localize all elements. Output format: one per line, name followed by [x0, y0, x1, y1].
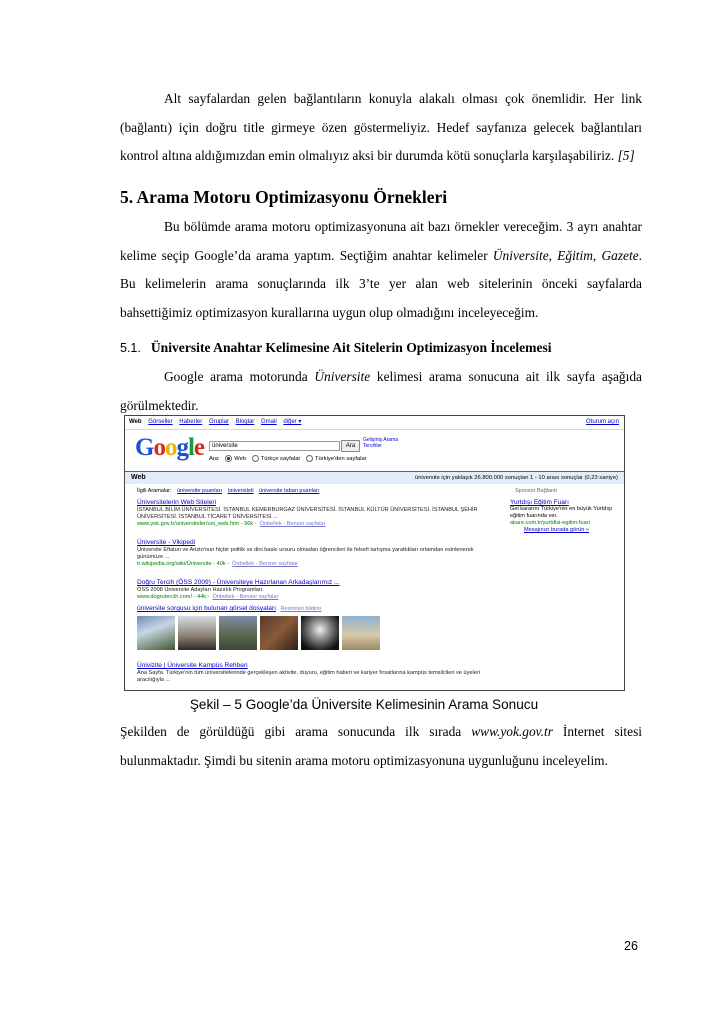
subsection-heading	[120, 340, 552, 356]
intro-paragraph	[120, 85, 642, 171]
google-logo: Google	[135, 434, 205, 461]
search-result	[137, 539, 497, 568]
subsection-number: 5.1.	[120, 341, 141, 355]
image-thumbnail[interactable]	[178, 616, 216, 650]
section-text-2: . Bu kelimelerin arama sonuçlarında ilk 3’te yer alan web sitelerinin önceki sayfalarda bahsettiğimiz optimizasyon kurallarına uygun olup olmadığını inceleyeceğim.	[120, 247, 642, 320]
related-link[interactable]: üniversiteli	[227, 488, 254, 494]
radio-turkish-label: Türkçe sayfalar	[260, 456, 301, 463]
radio-turkey[interactable]	[306, 455, 313, 462]
subsection-title: Üniversite Anahtar Kelimesine Ait Sitelerin Optimizasyon İncelemesi	[150, 340, 552, 355]
result-title-link[interactable]: Üniversite - Vikipedi	[137, 539, 196, 546]
result-cache-links[interactable]: Önbellek - Benzer sayfalar	[212, 594, 279, 600]
results-bar	[125, 471, 624, 484]
related-link[interactable]: üniversite puanları	[177, 488, 223, 494]
nav-web[interactable]: Web	[129, 419, 142, 425]
advanced-search-link[interactable]: Gelişmiş Arama	[363, 437, 399, 443]
result-url: www.dogrutercih.com/ - 44k -	[137, 594, 210, 600]
result-url: www.yok.gov.tr/universiteler/uni_web.htm - 96k -	[137, 521, 257, 527]
related-searches	[137, 488, 319, 494]
sub-text-2: kelimesi arama sonucuna ait ilk sayfa aşağıda görülmektedir.	[120, 369, 642, 413]
nav-gmail[interactable]: Gmail	[260, 419, 277, 425]
image-thumbnail[interactable]	[137, 616, 175, 650]
result-snippet: ÖSS 2008 Üniversite Adayları Hazırlık Programları.	[137, 587, 264, 593]
image-thumbnail[interactable]	[342, 616, 380, 650]
result-url: tr.wikipedia.org/wiki/Üniversite - 40k -	[137, 561, 230, 567]
after-url: www.yok.gov.tr	[471, 724, 553, 739]
results-bar-label: Web	[131, 474, 146, 481]
section-paragraph	[120, 213, 642, 327]
result-snippet: Üniversite Eflatun ve Aristo'nun hiçbir politik ve dini baskı ursuru olmadan öğrencileri ile felsefi tartışma yarattıkları ortamdan esinlenerek günümüze ...	[137, 547, 474, 560]
nav-more[interactable]: diğer ▾	[283, 419, 302, 425]
search-result	[137, 579, 497, 601]
google-nav	[129, 416, 306, 429]
preferences-link[interactable]: Tercihler	[363, 443, 382, 449]
image-thumbnails	[137, 616, 387, 652]
sign-in-link[interactable]: Oturum açın	[585, 419, 619, 425]
nav-images[interactable]: Görseller	[148, 419, 173, 425]
ad-more-link[interactable]: Mesajınızı burada görün »	[524, 527, 589, 533]
section-heading: 5. Arama Motoru Optimizasyonu Örnekleri	[120, 187, 448, 207]
google-top-bar	[125, 416, 624, 430]
related-label: İlgili Aramalar:	[137, 488, 172, 494]
image-thumbnail[interactable]	[219, 616, 257, 650]
sub-keyword: Üniversite	[314, 369, 371, 384]
radio-label: Ara:	[209, 456, 220, 463]
search-button[interactable]: Ara	[341, 440, 360, 452]
related-link[interactable]: üniversite taban puanları	[259, 488, 320, 494]
image-thumbnail[interactable]	[301, 616, 339, 650]
intro-text: Alt sayfalardan gelen bağlantıların konuyla alakalı olması çok önemlidir. Her link (bağlantı) için doğru title girmeye özen göstermeliyiz. Hedef sayfanıza gelecek bağlantıları kontrol altına aldığımızdan emin olmalıyız aksi bir durumda kötü sonuçlarla karşılaşabiliriz.	[120, 91, 642, 164]
result-title-link[interactable]: Üniversitelerin Web Siteleri	[137, 499, 217, 506]
nav-blogs[interactable]: Bloglar	[235, 419, 255, 425]
after-text-1: Şekilden de görüldüğü gibi arama sonucunda ilk sırada	[120, 724, 472, 739]
figure-caption: Şekil – 5 Google’da Üniversite Kelimesinin Arama Sonucu	[189, 697, 539, 712]
sponsor-label: Sponsor Bağlantı	[515, 488, 558, 494]
ad-url: akare.com.tr/yurtdisi-egitim-fuari	[510, 520, 590, 526]
sub-text-1: Google arama motorunda	[164, 369, 315, 384]
intro-reference: [5]	[617, 148, 635, 164]
result-title-link[interactable]: Doğru Tercih (ÖSS 2009) - Üniversiteye Hazırlanan Arkadaşlarımız ...	[137, 579, 340, 586]
radio-turkish[interactable]	[252, 455, 259, 462]
image-thumbnail[interactable]	[260, 616, 298, 650]
result-snippet: Ana Sayfa. Türkiye'nin tüm üniversitelerinde gerçekleşen aktivite, duyuru, eğitim haberi ve kariyer fırsatlarına kampüs temsilcileri ve üyeleri aracılığıyla ...	[137, 670, 480, 683]
page-number: 26	[624, 939, 638, 953]
sponsored-ad	[510, 499, 620, 534]
nav-news[interactable]: Haberler	[179, 419, 203, 425]
image-results-link[interactable]: üniversite sorgusu için bulunan görsel dosyaları	[137, 605, 276, 612]
section-keywords: Üniversite, Eğitim, Gazete	[492, 247, 639, 263]
radio-web-label: Web	[234, 456, 247, 463]
after-figure-paragraph	[120, 718, 642, 775]
result-cache-links[interactable]: Önbellek - Benzer sayfalar	[232, 561, 298, 567]
image-results-header	[137, 605, 497, 613]
section-text-1: Bu bölümde arama motoru optimizasyonuna ait bazı örnekler vereceğim. 3 ayrı anahtar kelime seçip Google’da arama yaptım. Seçtiğim anahtar kelimeler	[120, 219, 642, 263]
radio-web[interactable]	[225, 455, 232, 462]
result-title-link[interactable]: Ünivizite | Üniversite Kampüs Rehberi	[137, 662, 248, 669]
subsection-paragraph	[120, 363, 642, 420]
ad-title-link[interactable]: Yurtdışı Eğitim Fuarı	[510, 499, 569, 506]
search-result	[137, 662, 497, 684]
ad-text: Gel kararını Türkiye'nin en büyük Yurtdışı eğitim fuarında ver.	[510, 506, 613, 519]
search-input[interactable]: üniversite	[209, 441, 340, 451]
results-stats: üniversite için yaklaşık 26.800.000 sonuçtan 1 - 10 arası sonuçlar (0,23 saniye)	[414, 475, 618, 481]
nav-groups[interactable]: Gruplar	[208, 419, 229, 425]
radio-turkey-label: Türkiye'den sayfalar	[314, 456, 367, 463]
result-cache-links[interactable]: Önbellek - Benzer sayfalar	[259, 521, 326, 527]
report-images-link[interactable]: Resimleri bildirin	[280, 606, 322, 612]
result-snippet: İSTANBUL BİLİM ÜNİVERSİTESİ. İSTANBUL KEMERBURGAZ ÜNİVERSİTESİ. İSTANBUL KÜLTÜR ÜNİVERSİTESİ. İSTANBUL ŞEHİR ÜNİVERSİTESİ. İSTANBUL TİCARET ÜNİVERSİTESİ ...	[137, 507, 478, 520]
advanced-links	[363, 437, 398, 449]
after-text-2: İnternet sitesi bulunmaktadır. Şimdi bu sitenin arama motoru optimizasyonuna uygunluğunu inceleyelim.	[120, 724, 643, 768]
search-scope-radios	[209, 455, 367, 462]
google-screenshot-figure	[124, 415, 625, 691]
search-result	[137, 499, 497, 528]
